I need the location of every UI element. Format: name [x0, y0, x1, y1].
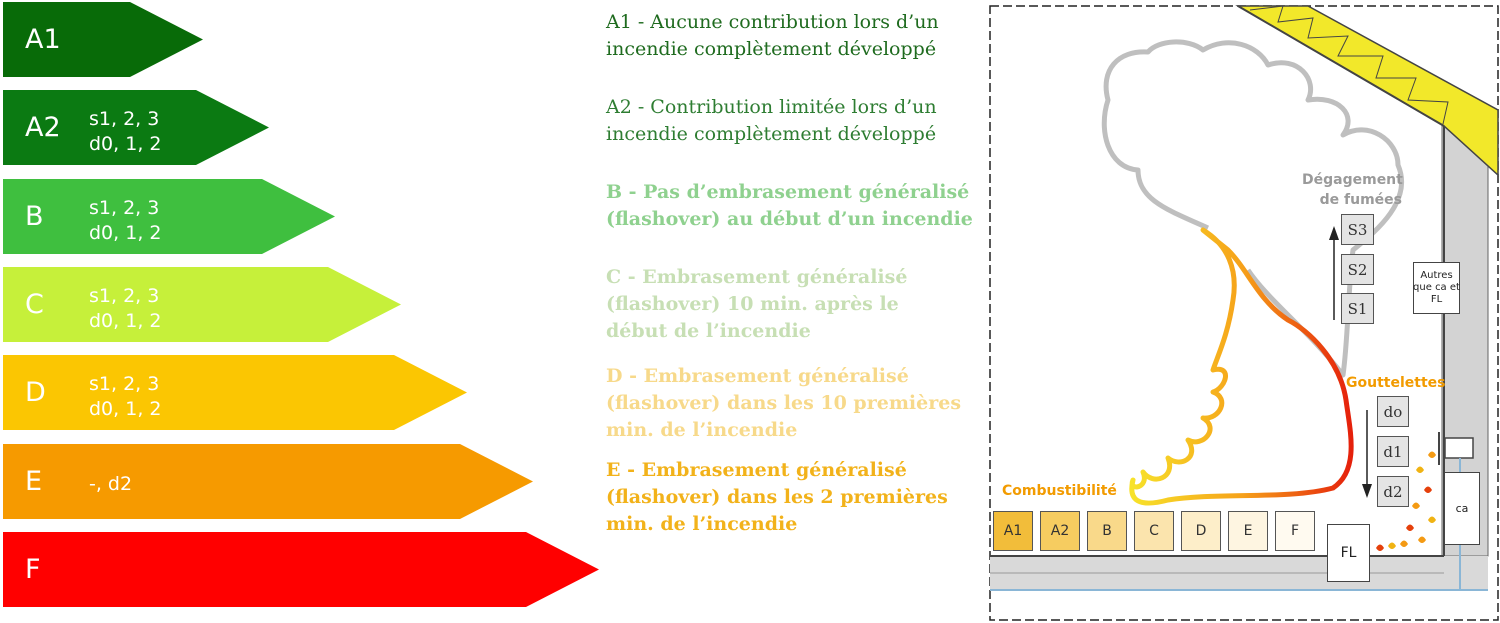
arrow-polygon — [3, 444, 533, 519]
droplets-label: Gouttelettes — [1346, 375, 1446, 391]
class-arrow-c — [3, 267, 401, 342]
description-b: B - Pas d’embrasement généralisé (flashover) au début d’un incendie — [606, 181, 973, 230]
class-letter: F — [25, 554, 41, 585]
droplet — [1428, 517, 1436, 524]
droplet-class-d0: do — [1377, 396, 1409, 427]
class-arrow-d — [3, 355, 467, 430]
description-a1: A1 - Aucune contribution lors d’un incendie complètement développé — [606, 11, 939, 60]
combustibility-class-a2: A2 — [1040, 511, 1080, 551]
arrow-shape — [3, 444, 533, 519]
droplets-arrow-head — [1362, 484, 1372, 498]
arrow-shape — [3, 267, 401, 342]
smoke-class-s2: S2 — [1341, 254, 1374, 285]
class-letter: C — [25, 289, 44, 320]
smoke-class-s3: S3 — [1341, 214, 1374, 245]
class-arrows — [0, 0, 600, 623]
class-letter: E — [25, 466, 43, 497]
class-sub-values: s1, 2, 3 d0, 1, 2 — [89, 197, 162, 244]
smoke-arrow-head — [1329, 226, 1339, 240]
class-arrow-f — [3, 532, 599, 607]
droplet — [1412, 503, 1420, 510]
droplet-class-d1: d1 — [1377, 436, 1409, 467]
description-d: D - Embrasement généralisé (flashover) dans les 10 premières min. de l’incendie — [606, 365, 962, 441]
droplet-class-d2: d2 — [1377, 476, 1409, 507]
class-letter: D — [25, 377, 46, 408]
combustibility-class-e: E — [1228, 511, 1268, 551]
droplet — [1418, 537, 1426, 544]
class-arrow-a1 — [3, 2, 203, 77]
combustibility-class-b: B — [1087, 511, 1127, 551]
arrow-shape — [3, 355, 467, 430]
class-arrow-b — [3, 179, 335, 254]
combustibility-class-a1: A1 — [993, 511, 1033, 551]
arrow-shape — [3, 532, 599, 607]
combustibility-class-d: D — [1181, 511, 1221, 551]
smoke-label: Dégagement de fumées — [1302, 172, 1403, 208]
combustibility-label: Combustibilité — [1002, 483, 1117, 499]
droplet — [1400, 541, 1408, 548]
arrow-polygon — [3, 267, 401, 342]
arrow-polygon — [3, 355, 467, 430]
combustibility-class-f: F — [1275, 511, 1315, 551]
smoke-class-s1: S1 — [1341, 293, 1374, 324]
ca-box: ca — [1444, 472, 1480, 545]
droplet — [1406, 525, 1414, 532]
combustibility-class-c: C — [1134, 511, 1174, 551]
description-e: E - Embrasement généralisé (flashover) dans les 2 premières min. de l’incendie — [606, 459, 948, 535]
fl-box: FL — [1327, 524, 1370, 582]
fire-diagram — [988, 0, 1500, 623]
class-arrow-e — [3, 444, 533, 519]
class-sub-values: -, d2 — [89, 473, 133, 495]
description-a2: A2 - Contribution limitée lors d’un incendie complètement développé — [606, 96, 937, 145]
class-sub-values: s1, 2, 3 d0, 1, 2 — [89, 373, 162, 420]
arrow-polygon — [3, 179, 335, 254]
class-letter: A2 — [25, 112, 61, 143]
class-letter: B — [25, 201, 44, 232]
flame-outline — [1132, 230, 1351, 503]
class-letter: A1 — [25, 24, 61, 55]
droplet — [1424, 487, 1432, 494]
class-arrow-a2 — [3, 90, 269, 165]
droplet — [1428, 452, 1436, 459]
arrow-shape — [3, 179, 335, 254]
class-sub-values: s1, 2, 3 d0, 1, 2 — [89, 108, 162, 155]
wall-mounted-box — [1445, 438, 1473, 458]
other-than-ca-fl-box: Autres que ca et FL — [1413, 262, 1460, 314]
droplet — [1376, 545, 1384, 552]
arrow-polygon — [3, 532, 599, 607]
description-c: C - Embrasement généralisé (flashover) 10 min. après le début de l’incendie — [606, 266, 908, 342]
class-sub-values: s1, 2, 3 d0, 1, 2 — [89, 285, 162, 332]
droplet — [1388, 543, 1396, 550]
droplet — [1416, 467, 1424, 474]
